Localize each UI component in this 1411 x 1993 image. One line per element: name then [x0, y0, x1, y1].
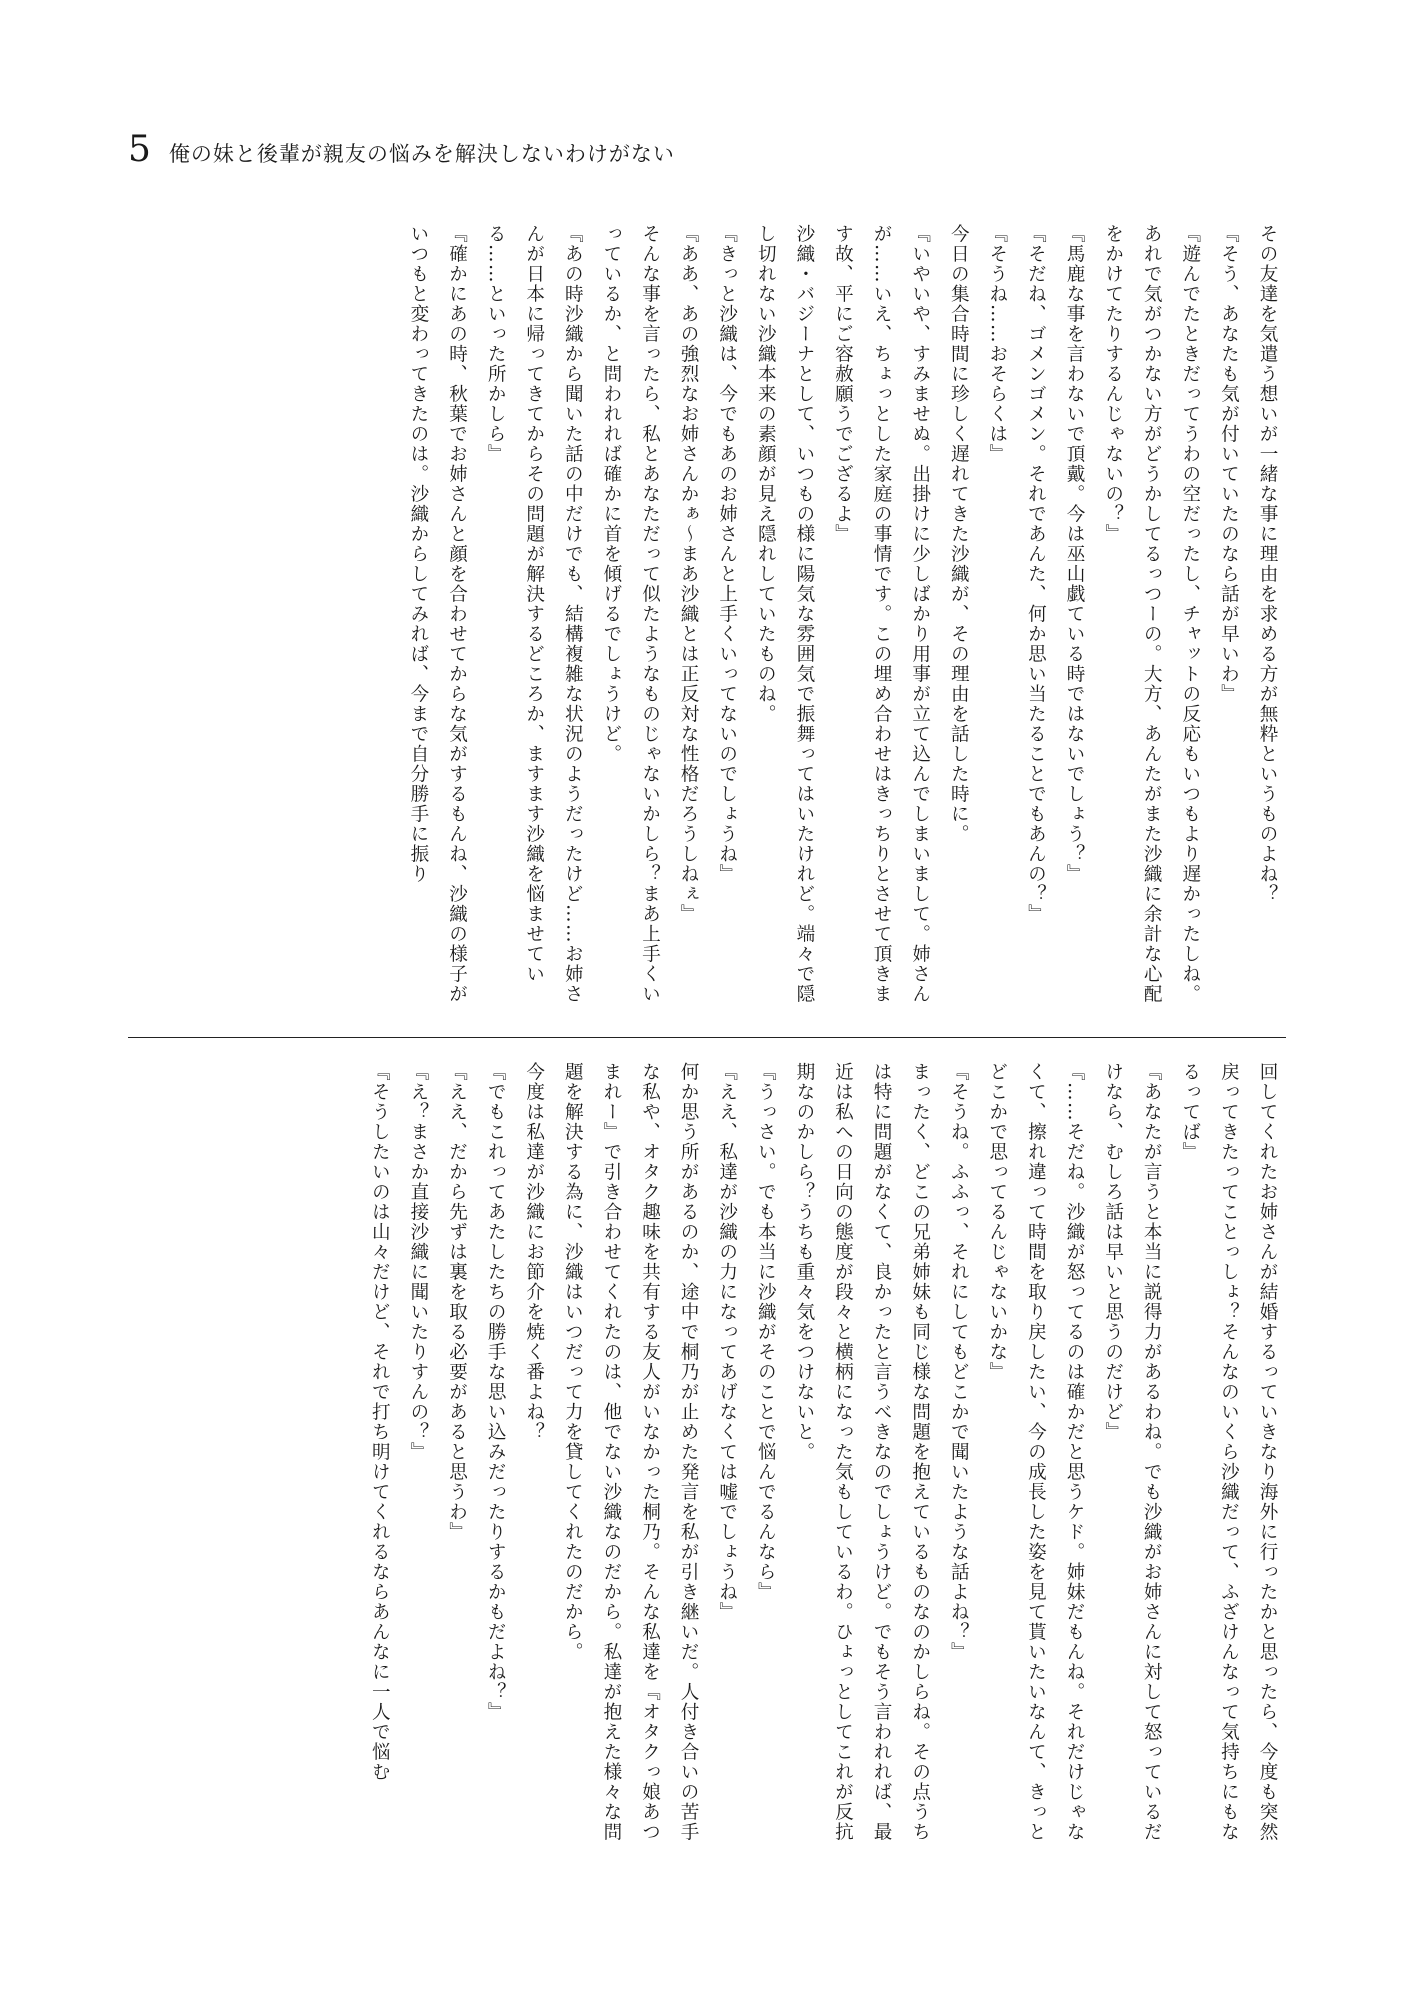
- paragraph: 『そうね。ふふっ、それにしてもどこかで聞いたような話よね？』: [948, 1062, 970, 1662]
- paragraph: 今度は私達が沙織にお節介を焼く番よね？: [523, 1062, 545, 1442]
- paragraph: 『ええ、だから先ずは裏を取る必要があると思うわ』: [446, 1062, 468, 1542]
- paragraph: そんな事を言ったら、私とあなただって似たようなものじゃないかしら？まあ上手くいっているか、と問われれば確かに首を傾げるでしょうけど。: [600, 224, 661, 1004]
- page-header: [128, 128, 675, 172]
- paragraph: 『うっさい。でも本当に沙織がそのことで悩んでるんなら』: [755, 1062, 777, 1602]
- paragraph: 『でもこれってあたしたちの勝手な思い込みだったりするかもだよね？』: [485, 1062, 507, 1722]
- paragraph: 『馬鹿な事を言わないで頂戴。今は巫山戯ている時ではないでしょう？』: [1064, 224, 1086, 884]
- paragraph: 回してくれたお姉さんが結婚するっていきなり海外に行ったかと思ったら、今度も突然戻ってきたってことっしょ？そんなのいくら沙織だって、ふざけんなって気持ちにもなるってば』: [1179, 1062, 1278, 1842]
- paragraph: 『あの時沙織から聞いた話の中だけでも、結構複雑な状況のようだったけど……お姉さんが日本に帰ってきてからその問題が解決するどころか、ますます沙織を悩ませている……といった所かしら』: [485, 224, 584, 1004]
- paragraph: まったく、どこの兄弟姉妹も同じ様な問題を抱えているものなのかしらね。その点うちは特に問題がなくて、良かったと言うべきなのでしょうけど。でもそう言われれば、最近は私への日向の態度が段々と横柄になった気もしているわ。ひょっとしてこれが反抗期なのかしら？うちも重々気をつけないと。: [793, 1062, 931, 1842]
- paragraph: 『そうね……おそらくは』: [986, 224, 1008, 464]
- paragraph: 今日の集合時間に珍しく遅れてきた沙織が、その理由を話した時に。: [948, 224, 970, 844]
- section-divider: [128, 1037, 1286, 1038]
- page-number: 5: [128, 129, 151, 170]
- paragraph: 『そだね、ゴメンゴメン。それであんた、何か思い当たることでもあんの？』: [1025, 224, 1047, 924]
- paragraph: 何か思う所があるのか、途中で桐乃が止めた発言を私が引き継いだ。人付き合いの苦手な私や、オタク趣味を共有する友人がいなかった桐乃。そんな私達を『オタクっ娘あつまれー』で引き合わせてくれたのは、他でない沙織なのだから。私達が抱えた様々な問題を解決する為に、沙織はいつだって力を貸してくれたのだから。: [562, 1062, 700, 1842]
- paragraph: 『きっと沙織は、今でもあのお姉さんと上手くいってないのでしょうね』: [716, 224, 738, 884]
- paragraph: 『……そだね。沙織が怒ってるのは確かだと思うケド。姉妹だもんね。それだけじゃなくて、擦れ違って時間を取り戻したい、今の成長した姿を見て貰いたいなんて、きっとどこかで思ってるんじゃないかな』: [986, 1062, 1086, 1842]
- paragraph: 『あなたが言うと本当に説得力があるわね。でも沙織がお姉さんに対して怒っているだけなら、むしろ話は早いと思うのだけど』: [1102, 1062, 1163, 1842]
- paragraph: 『ああ、あの強烈なお姉さんかぁ～まあ沙織とは正反対な性格だろうしねぇ』: [678, 224, 700, 924]
- upper-text-block: [128, 224, 1286, 1012]
- paragraph: 『え？まさか直接沙織に聞いたりすんの？』: [407, 1062, 429, 1462]
- paragraph: その友達を気遣う想いが一緒な事に理由を求める方が無粋というものよね？: [1257, 224, 1278, 904]
- lower-text-block: [128, 1062, 1286, 1852]
- chapter-title: 俺の妹と後輩が親友の悩みを解決しないわけがない: [168, 142, 675, 166]
- paragraph: 『そう、あなたも気が付いていたのなら話が早いわ』: [1218, 224, 1240, 704]
- paragraph: 沙織・バジーナとして、いつもの様に陽気な雰囲気で振舞ってはいたけれど。端々で隠し切れない沙織本来の素顔が見え隠れしていたものね。: [755, 224, 815, 1004]
- paragraph: 『遊んでたときだってうわの空だったし、チャットの反応もいつもより遅かったしね。あれで気がつかない方がどうかしてるっつーの。大方、あんたがまた沙織に余計な心配をかけてたりするんじゃないの？』: [1102, 224, 1201, 1004]
- paragraph: 『確かにあの時、秋葉でお姉さんと顔を合わせてからな気がするもんね、沙織の様子がいつもと変わってきたのは。沙織からしてみれば、今まで自分勝手に振り: [407, 224, 468, 1004]
- paragraph: 『そうしたいのは山々だけど、それで打ち明けてくれるならあんなに一人で悩む: [369, 1062, 391, 1782]
- paragraph: 『いやいや、すみませぬ。出掛けに少しばかり用事が立て込んでしまいまして。姉さんが……いえ、ちょっとした家庭の事情です。この埋め合わせはきっちりとさせて頂きます故、平にご容赦願うでござるよ』: [832, 224, 931, 1004]
- paragraph: 『ええ、私達が沙織の力になってあげなくては嘘でしょうね』: [716, 1062, 738, 1622]
